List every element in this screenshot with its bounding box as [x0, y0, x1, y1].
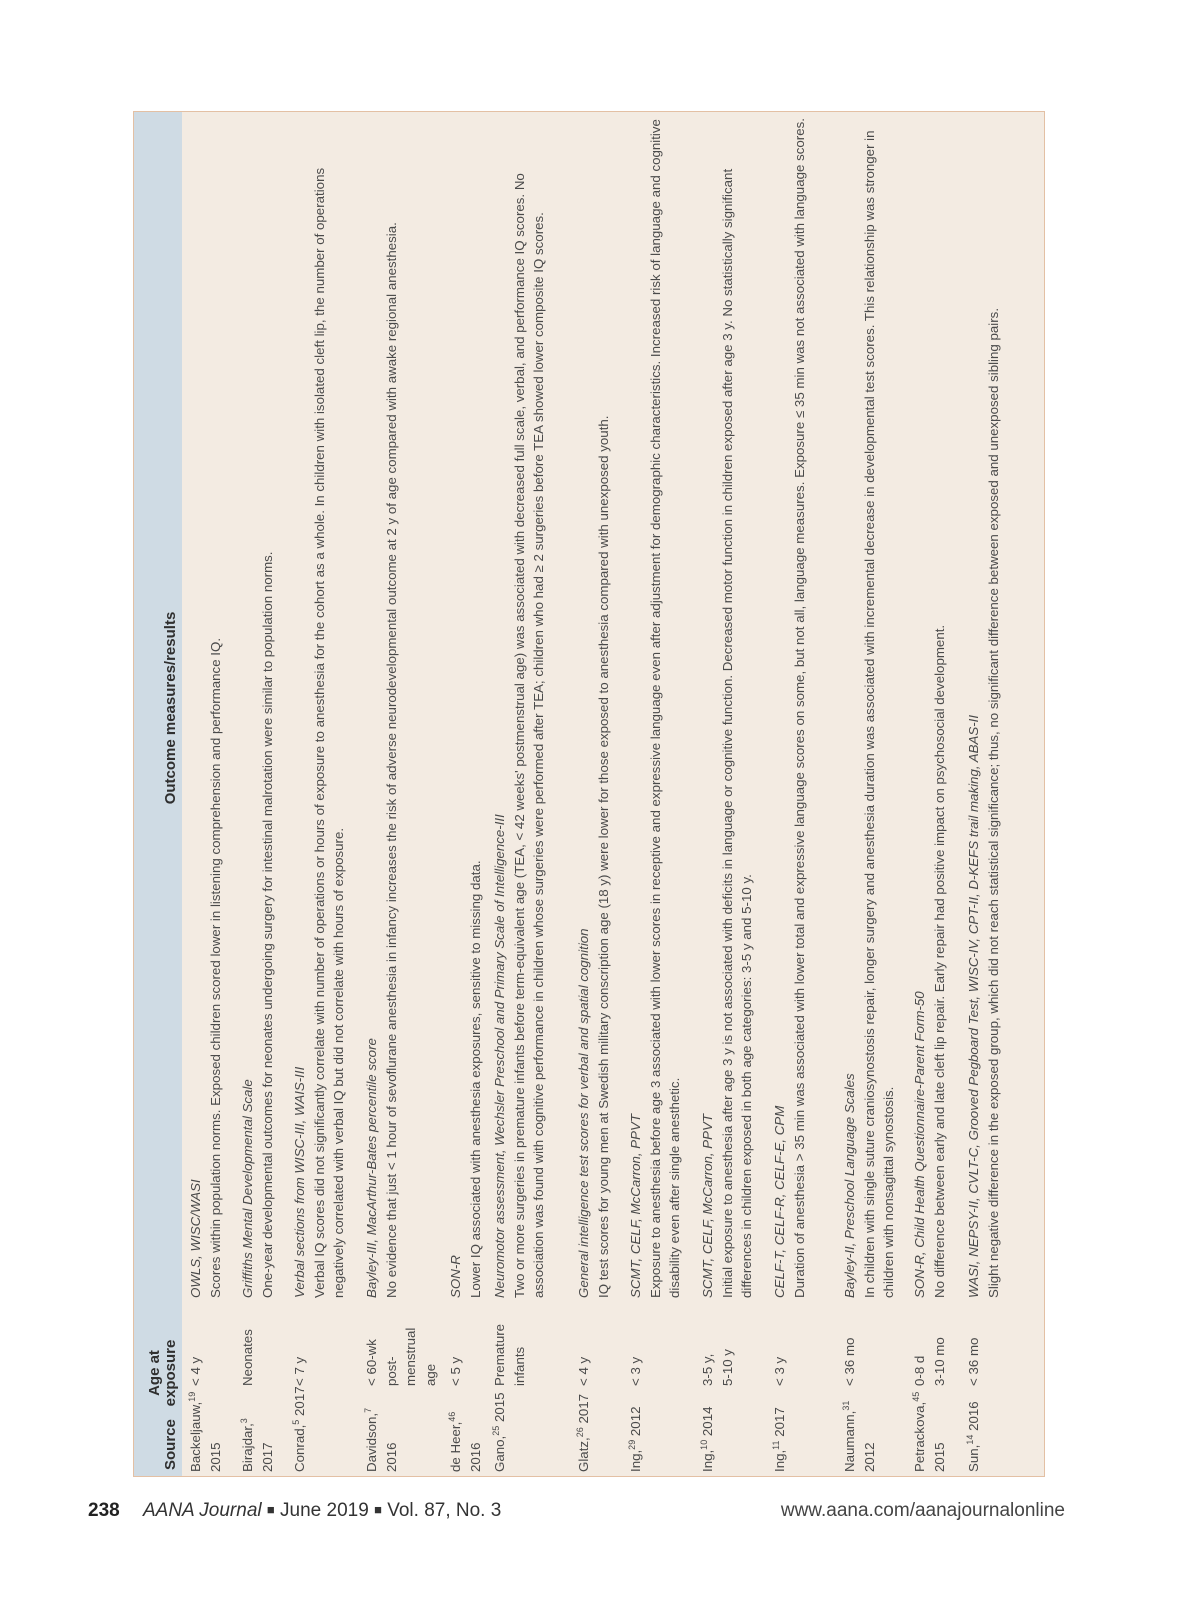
- source-cell: [238, 1386, 277, 1472]
- age-cell: [490, 1306, 529, 1386]
- outcome-measures: WASI, NEPSY-II, CVLT-C, Grooved Pegboard Test, WISC-IV, CPT-II, D-KEFS trail making, ABAS-II: [966, 714, 981, 1298]
- reference-number: 19: [187, 1391, 197, 1402]
- header-source: Source: [162, 1419, 179, 1470]
- reference-number: 26: [575, 1427, 585, 1438]
- source-cell: [446, 1386, 485, 1472]
- source-author: Birajdar,: [240, 1423, 255, 1472]
- outcome-measures: SON-R: [448, 1255, 463, 1298]
- age-line: < 36 mo: [966, 1337, 981, 1386]
- age-cell: [362, 1306, 440, 1386]
- source-cell: [626, 1386, 646, 1472]
- age-line: < 4 y: [576, 1356, 591, 1386]
- age-cell: [770, 1306, 790, 1386]
- footer-citation: [88, 1500, 501, 1522]
- source-author: Naumann,: [842, 1410, 857, 1472]
- reference-number: 31: [841, 1400, 851, 1411]
- outcome-cell: [626, 118, 685, 1298]
- outcome-measures: Bayley-III, MacArthur-Bates percentile score: [364, 1038, 379, 1298]
- source-author: Conrad,: [292, 1424, 307, 1472]
- source-year: 2016: [966, 1401, 981, 1431]
- outcome-measures: OWLS, WISC/WASI: [188, 1179, 203, 1298]
- outcome-measures: Neuromotor assessment, Wechsler Preschool and Primary Scale of Intelligence-III: [492, 814, 507, 1298]
- outcome-result: Exposure to anesthesia before age 3 associated with lower scores in receptive and expressive language even after adjustment for demographic characteristics. Increased risk of language and cognitive disability even after single anesthetic.: [647, 119, 682, 1298]
- outcome-measures: SCMT, CELF, McCarron, PPVT: [628, 1114, 643, 1298]
- source-author: Sun,: [966, 1444, 981, 1472]
- outcome-cell: [446, 118, 485, 1298]
- outcome-result: No evidence that just < 1 hour of sevoflurane anesthesia in infancy increases the risk of adverse neurodevelopmental outcome at 2 y of age compared with awake regional anesthesia.: [383, 222, 399, 1298]
- source-year: 2017: [259, 1442, 275, 1472]
- outcome-result: Initial exposure to anesthesia after age 3 y is not associated with deficits in language or cognitive function. Decreased motor function in children exposed after age 3 y. No statistically significant differences in children exposed in both age categories: 3-5 y and 5-10 y.: [719, 168, 754, 1298]
- outcome-result: No difference between early and late cleft lip repair. Early repair had positive impact on psychosocial development.: [931, 624, 947, 1298]
- source-year: 2012: [861, 1442, 877, 1472]
- outcome-cell: [964, 118, 1003, 1298]
- outcome-measures: Verbal sections from WISC-III, WAIS-III: [292, 1066, 307, 1298]
- source-author: Ing,: [772, 1449, 787, 1472]
- outcome-cell: [910, 118, 949, 1298]
- age-line: < 4 y: [188, 1356, 203, 1386]
- age-cell: [626, 1306, 646, 1386]
- outcome-result: IQ test scores for young men at Swedish military conscription age (18 y) were lower for those exposed to anesthesia compared with unexposed youth.: [595, 415, 611, 1298]
- page-number: 238: [88, 1500, 120, 1521]
- source-year: 2017: [772, 1407, 787, 1437]
- outcome-result: Slight negative difference in the exposed group, which did not reach statistical significance; thus, no significant difference between exposed and unexposed sibling pairs.: [985, 307, 1001, 1298]
- age-line: < 5 y: [448, 1356, 463, 1386]
- age-cell: [290, 1306, 310, 1386]
- outcome-measures: General intelligence test scores for verbal and spatial cognition: [576, 928, 591, 1298]
- reference-number: 46: [447, 1411, 457, 1422]
- outcome-cell: [574, 118, 613, 1298]
- issue-date: June 2019: [280, 1500, 369, 1521]
- source-author: Petrackova,: [912, 1401, 927, 1472]
- age-line: < 7 y: [292, 1356, 307, 1386]
- outcome-result: Scores within population norms. Exposed children scored lower in listening comprehension and performance IQ.: [207, 637, 223, 1298]
- source-year: 2015: [931, 1442, 947, 1472]
- age-cell: [964, 1306, 984, 1386]
- reference-number: 7: [363, 1407, 373, 1413]
- source-year: 2015: [207, 1442, 223, 1472]
- outcome-cell: [770, 118, 809, 1298]
- outcome-result: One-year developmental outcomes for neonates undergoing surgery for intestinal malrotation were similar to population norms.: [259, 551, 275, 1298]
- header-age-line1: Age at: [146, 1350, 163, 1396]
- source-year: 2017: [576, 1393, 591, 1424]
- footer-separator: ■: [374, 1502, 382, 1517]
- age-cell: [186, 1306, 206, 1386]
- source-cell: [910, 1386, 949, 1472]
- reference-number: 10: [699, 1439, 709, 1450]
- outcome-measures: Griffiths Mental Developmental Scale: [240, 1079, 255, 1298]
- outcome-measures: SON-R, Child Health Questionnaire-Parent Form-50: [912, 991, 927, 1298]
- source-author: Glatz,: [576, 1437, 591, 1472]
- source-cell: [964, 1386, 984, 1472]
- rotated-table-content: [134, 112, 1045, 1477]
- reference-number: 45: [911, 1391, 921, 1402]
- outcome-cell: [490, 118, 549, 1298]
- source-cell: [574, 1386, 594, 1472]
- outcome-measures: CELF-T, CELF-R, CELF-E, CPM: [772, 1105, 787, 1298]
- age-line: < 36 mo: [842, 1337, 857, 1386]
- source-year: 2017: [292, 1386, 307, 1416]
- age-line: < 3 y: [628, 1356, 643, 1386]
- studies-table: [133, 111, 1045, 1477]
- outcome-cell: [840, 118, 899, 1298]
- source-author: Ing,: [628, 1449, 643, 1472]
- outcome-result: In children with single suture craniosynostosis repair, longer surgery and anesthesia duration was associated with incremental decrease in developmental test scores. This relationship was stronger in children with nonsagittal synostosis.: [861, 130, 896, 1298]
- age-line: Neonates: [240, 1329, 255, 1386]
- header-outcome: Outcome measures/results: [162, 611, 179, 805]
- age-line: post-: [383, 1356, 399, 1386]
- source-cell: [698, 1386, 718, 1472]
- age-line: 3-5 y,: [700, 1353, 715, 1386]
- source-author: Gano,: [492, 1435, 507, 1472]
- outcome-result: Verbal IQ scores did not significantly correlate with number of operations or hours of exposure to anesthesia for the cohort as a whole. In children with isolated cleft lip, the number of operations negatively correlated with verbal IQ but did not correlate with hours of exposure.: [311, 167, 346, 1298]
- outcome-cell: [698, 118, 757, 1298]
- source-year: 2016: [383, 1442, 399, 1472]
- source-author: Backeljauw,: [188, 1401, 203, 1472]
- reference-number: 5: [291, 1419, 301, 1425]
- age-line: Premature: [492, 1323, 507, 1386]
- age-cell: [698, 1306, 737, 1386]
- outcome-measures: Bayley-II, Preschool Language Scales: [842, 1073, 857, 1298]
- age-line: age: [422, 1363, 438, 1386]
- source-cell: [840, 1386, 879, 1472]
- age-cell: [446, 1306, 466, 1386]
- age-cell: [238, 1306, 258, 1386]
- reference-number: 14: [965, 1434, 975, 1445]
- outcome-result: Duration of anesthesia > 35 min was associated with lower total and expressive language scores on some, but not all, language measures. Exposure ≤ 35 min was not associated with language scores.: [791, 118, 807, 1298]
- age-line: infants: [511, 1346, 527, 1386]
- age-cell: [840, 1306, 860, 1386]
- issue-volume: Vol. 87, No. 3: [387, 1500, 502, 1521]
- outcome-cell: [362, 118, 401, 1298]
- age-cell: [910, 1306, 949, 1386]
- source-cell: [290, 1386, 310, 1472]
- journal-url[interactable]: www.aana.com/aanajournalonline: [780, 1500, 1065, 1521]
- source-cell: [186, 1386, 225, 1472]
- header-age-at-exposure: [147, 1318, 179, 1428]
- source-author: de Heer,: [448, 1421, 463, 1472]
- source-cell: [362, 1386, 401, 1472]
- outcome-cell: [238, 118, 277, 1298]
- age-line: < 3 y: [772, 1356, 787, 1386]
- reference-number: 11: [771, 1440, 781, 1450]
- age-line: 5-10 y: [719, 1349, 735, 1386]
- age-line: menstrual: [403, 1327, 418, 1386]
- source-author: Davidson,: [364, 1412, 379, 1472]
- reference-number: 25: [491, 1425, 501, 1436]
- age-line: 3-10 mo: [931, 1337, 947, 1386]
- source-cell: [490, 1386, 510, 1472]
- reference-number: 3: [239, 1418, 249, 1424]
- outcome-measures: SCMT, CELF, McCarron, PPVT: [700, 1114, 715, 1298]
- source-cell: [770, 1386, 790, 1472]
- table-header: [134, 112, 182, 1477]
- source-author: Ing,: [700, 1449, 715, 1472]
- outcome-result: Two or more surgeries in premature infants before term-equivalent age (TEA, < 42 weeks' postmenstrual age) was associated with decreased full scale, verbal, and performance IQ scores. No association was found with cognitive performance in children whose surgeries were performed after TEA; children who had ≥ 2 surgeries before TEA showed lower composite IQ scores.: [511, 173, 546, 1298]
- source-year: 2012: [628, 1406, 643, 1437]
- source-year: 2015: [492, 1392, 507, 1423]
- source-year: 2014: [700, 1406, 715, 1437]
- source-year: 2016: [467, 1442, 483, 1472]
- reference-number: 29: [627, 1439, 637, 1450]
- outcome-result: Lower IQ associated with anesthesia exposures, sensitive to missing data.: [467, 860, 483, 1298]
- header-age-line2: exposure: [162, 1339, 179, 1407]
- age-line: 0-8 d: [912, 1355, 927, 1386]
- journal-name: AANA Journal: [142, 1500, 262, 1521]
- age-line: < 60-wk: [364, 1339, 379, 1386]
- outcome-cell: [186, 118, 225, 1298]
- outcome-cell: [290, 118, 349, 1298]
- footer-separator: ■: [266, 1502, 275, 1517]
- age-cell: [574, 1306, 594, 1386]
